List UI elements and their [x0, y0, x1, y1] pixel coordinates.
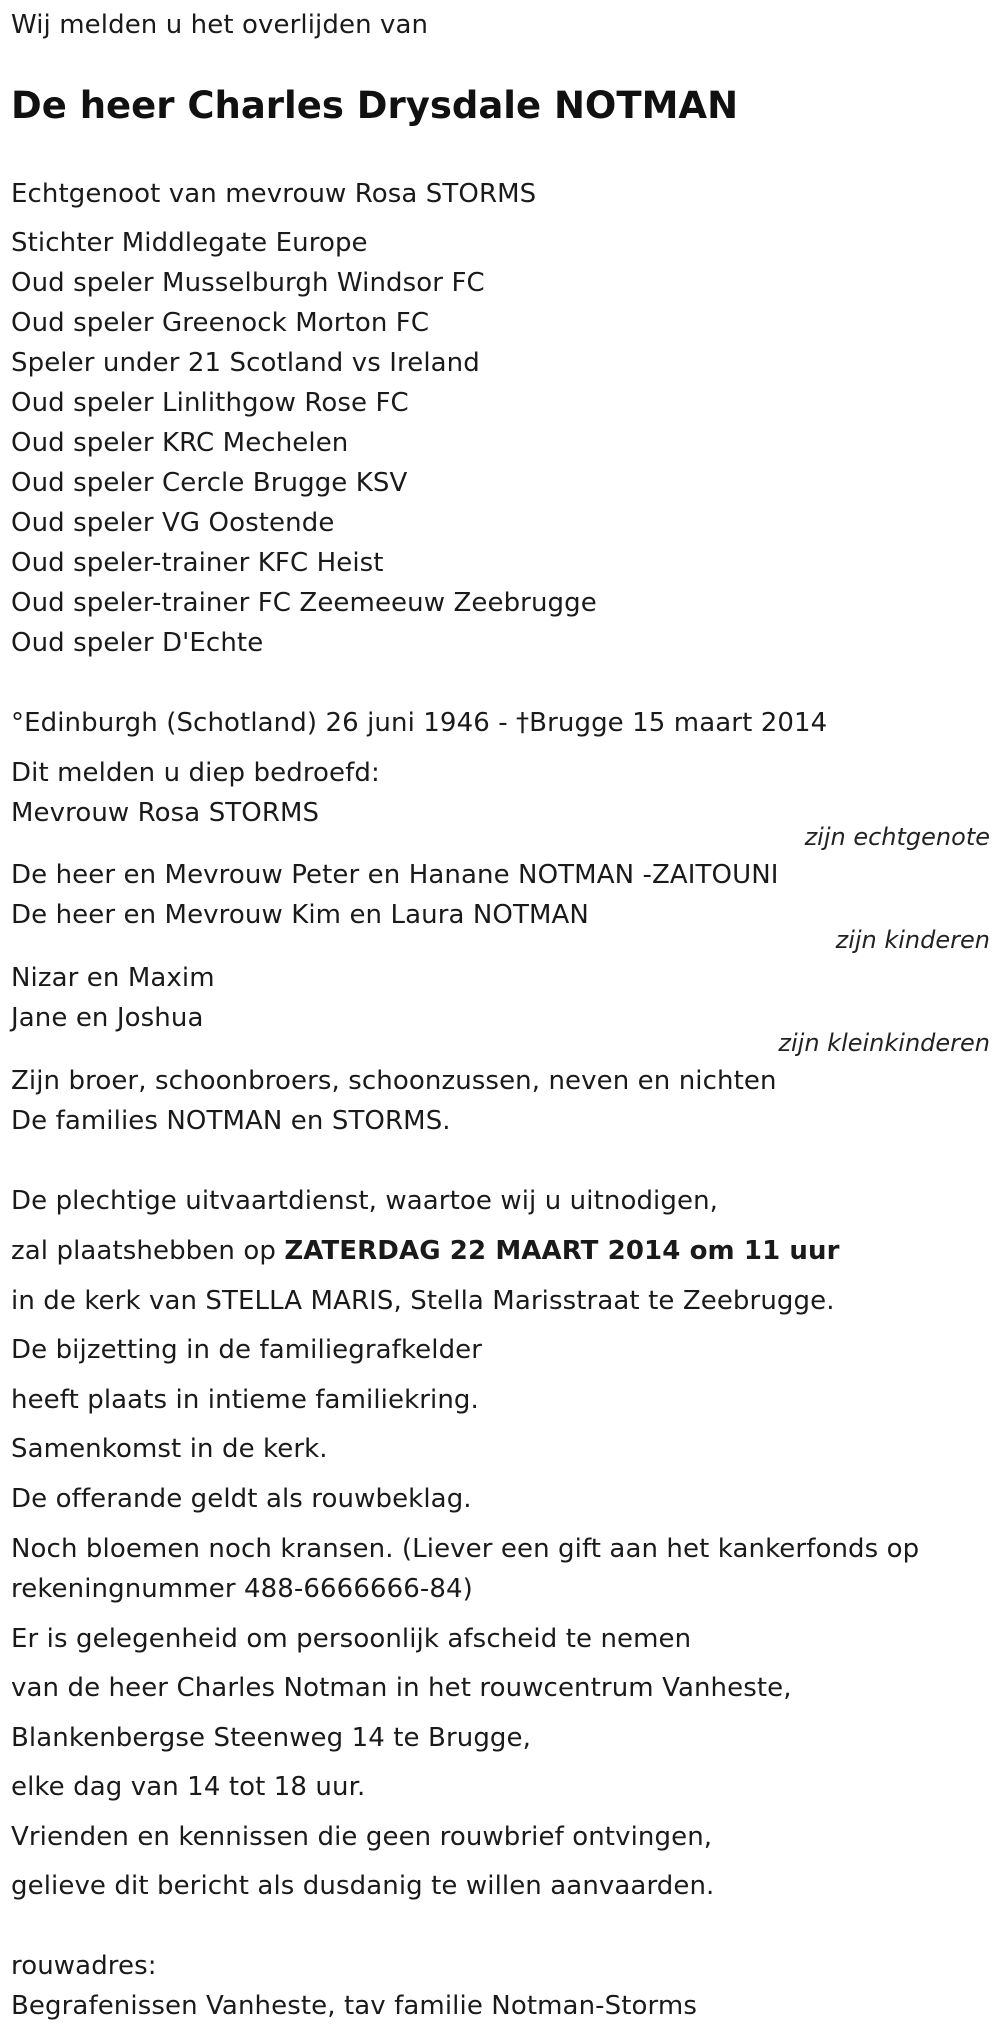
spouse-line: Echtgenoot van mevrouw Rosa STORMS — [11, 179, 537, 209]
family-line: Zijn broer, schoonbroers, schoonzussen, neven en nichten — [11, 1066, 777, 1096]
service-line: Samenkomst in de kerk. — [11, 1434, 328, 1464]
service-date-prefix: zal plaatshebben op — [11, 1236, 285, 1266]
grandchild-line: Nizar en Maxim — [11, 963, 215, 993]
service-line: De plechtige uitvaartdienst, waartoe wij u uitnodigen, — [11, 1186, 719, 1216]
service-date: ZATERDAG 22 MAART 2014 om 11 uur — [284, 1236, 840, 1266]
mourners-intro: Dit melden u diep bedroefd: — [11, 758, 380, 788]
role-item: Stichter Middlegate Europe — [11, 228, 368, 258]
address-label: rouwadres: — [11, 1951, 157, 1981]
service-line: rekeningnummer 488-6666666-84) — [11, 1574, 473, 1604]
role-item: Oud speler VG Oostende — [11, 508, 335, 538]
service-line: De offerande geldt als rouwbeklag. — [11, 1484, 472, 1514]
children-relation: zijn kinderen — [835, 926, 990, 954]
role-item: Oud speler Cercle Brugge KSV — [11, 468, 408, 498]
service-line: Noch bloemen noch kransen. (Liever een gift aan het kankerfonds op — [11, 1534, 920, 1564]
grandchildren-relation: zijn kleinkinderen — [778, 1029, 990, 1057]
role-item: Oud speler D'Echte — [11, 628, 264, 658]
intro-text: Wij melden u het overlijden van — [11, 10, 429, 40]
role-item: Oud speler Linlithgow Rose FC — [11, 388, 409, 418]
deceased-name: De heer Charles Drysdale NOTMAN — [11, 84, 739, 127]
service-line: Vrienden en kennissen die geen rouwbrief ontvingen, — [11, 1822, 713, 1852]
role-item: Oud speler-trainer FC Zeemeeuw Zeebrugge — [11, 588, 597, 618]
child-line: De heer en Mevrouw Peter en Hanane NOTMAN -ZAITOUNI — [11, 860, 779, 890]
role-item: Speler under 21 Scotland vs Ireland — [11, 348, 480, 378]
service-line: gelieve dit bericht als dusdanig te willen aanvaarden. — [11, 1871, 715, 1901]
role-item: Oud speler Greenock Morton FC — [11, 308, 430, 338]
spouse-relation: zijn echtgenote — [804, 823, 990, 851]
child-line: De heer en Mevrouw Kim en Laura NOTMAN — [11, 900, 589, 930]
service-line: Blankenbergse Steenweg 14 te Brugge, — [11, 1723, 531, 1753]
service-line: De bijzetting in de familiegrafkelder — [11, 1335, 483, 1365]
grandchild-line: Jane en Joshua — [11, 1003, 204, 1033]
service-line: in de kerk van STELLA MARIS, Stella Marisstraat te Zeebrugge. — [11, 1286, 835, 1316]
service-line: Er is gelegenheid om persoonlijk afscheid te nemen — [11, 1624, 692, 1654]
role-item: Oud speler Musselburgh Windsor FC — [11, 268, 485, 298]
family-line: De families NOTMAN en STORMS. — [11, 1106, 451, 1136]
service-date-line — [11, 1234, 840, 1268]
address-line: Begrafenissen Vanheste, tav familie Notman-Storms — [11, 1991, 697, 2021]
service-line: heeft plaats in intieme familiekring. — [11, 1385, 479, 1415]
role-item: Oud speler-trainer KFC Heist — [11, 548, 384, 578]
birth-death-line: °Edinburgh (Schotland) 26 juni 1946 - †Brugge 15 maart 2014 — [11, 708, 828, 738]
role-item: Oud speler KRC Mechelen — [11, 428, 349, 458]
spouse-name: Mevrouw Rosa STORMS — [11, 798, 320, 828]
service-line: van de heer Charles Notman in het rouwcentrum Vanheste, — [11, 1673, 792, 1703]
service-line: elke dag van 14 tot 18 uur. — [11, 1772, 366, 1802]
